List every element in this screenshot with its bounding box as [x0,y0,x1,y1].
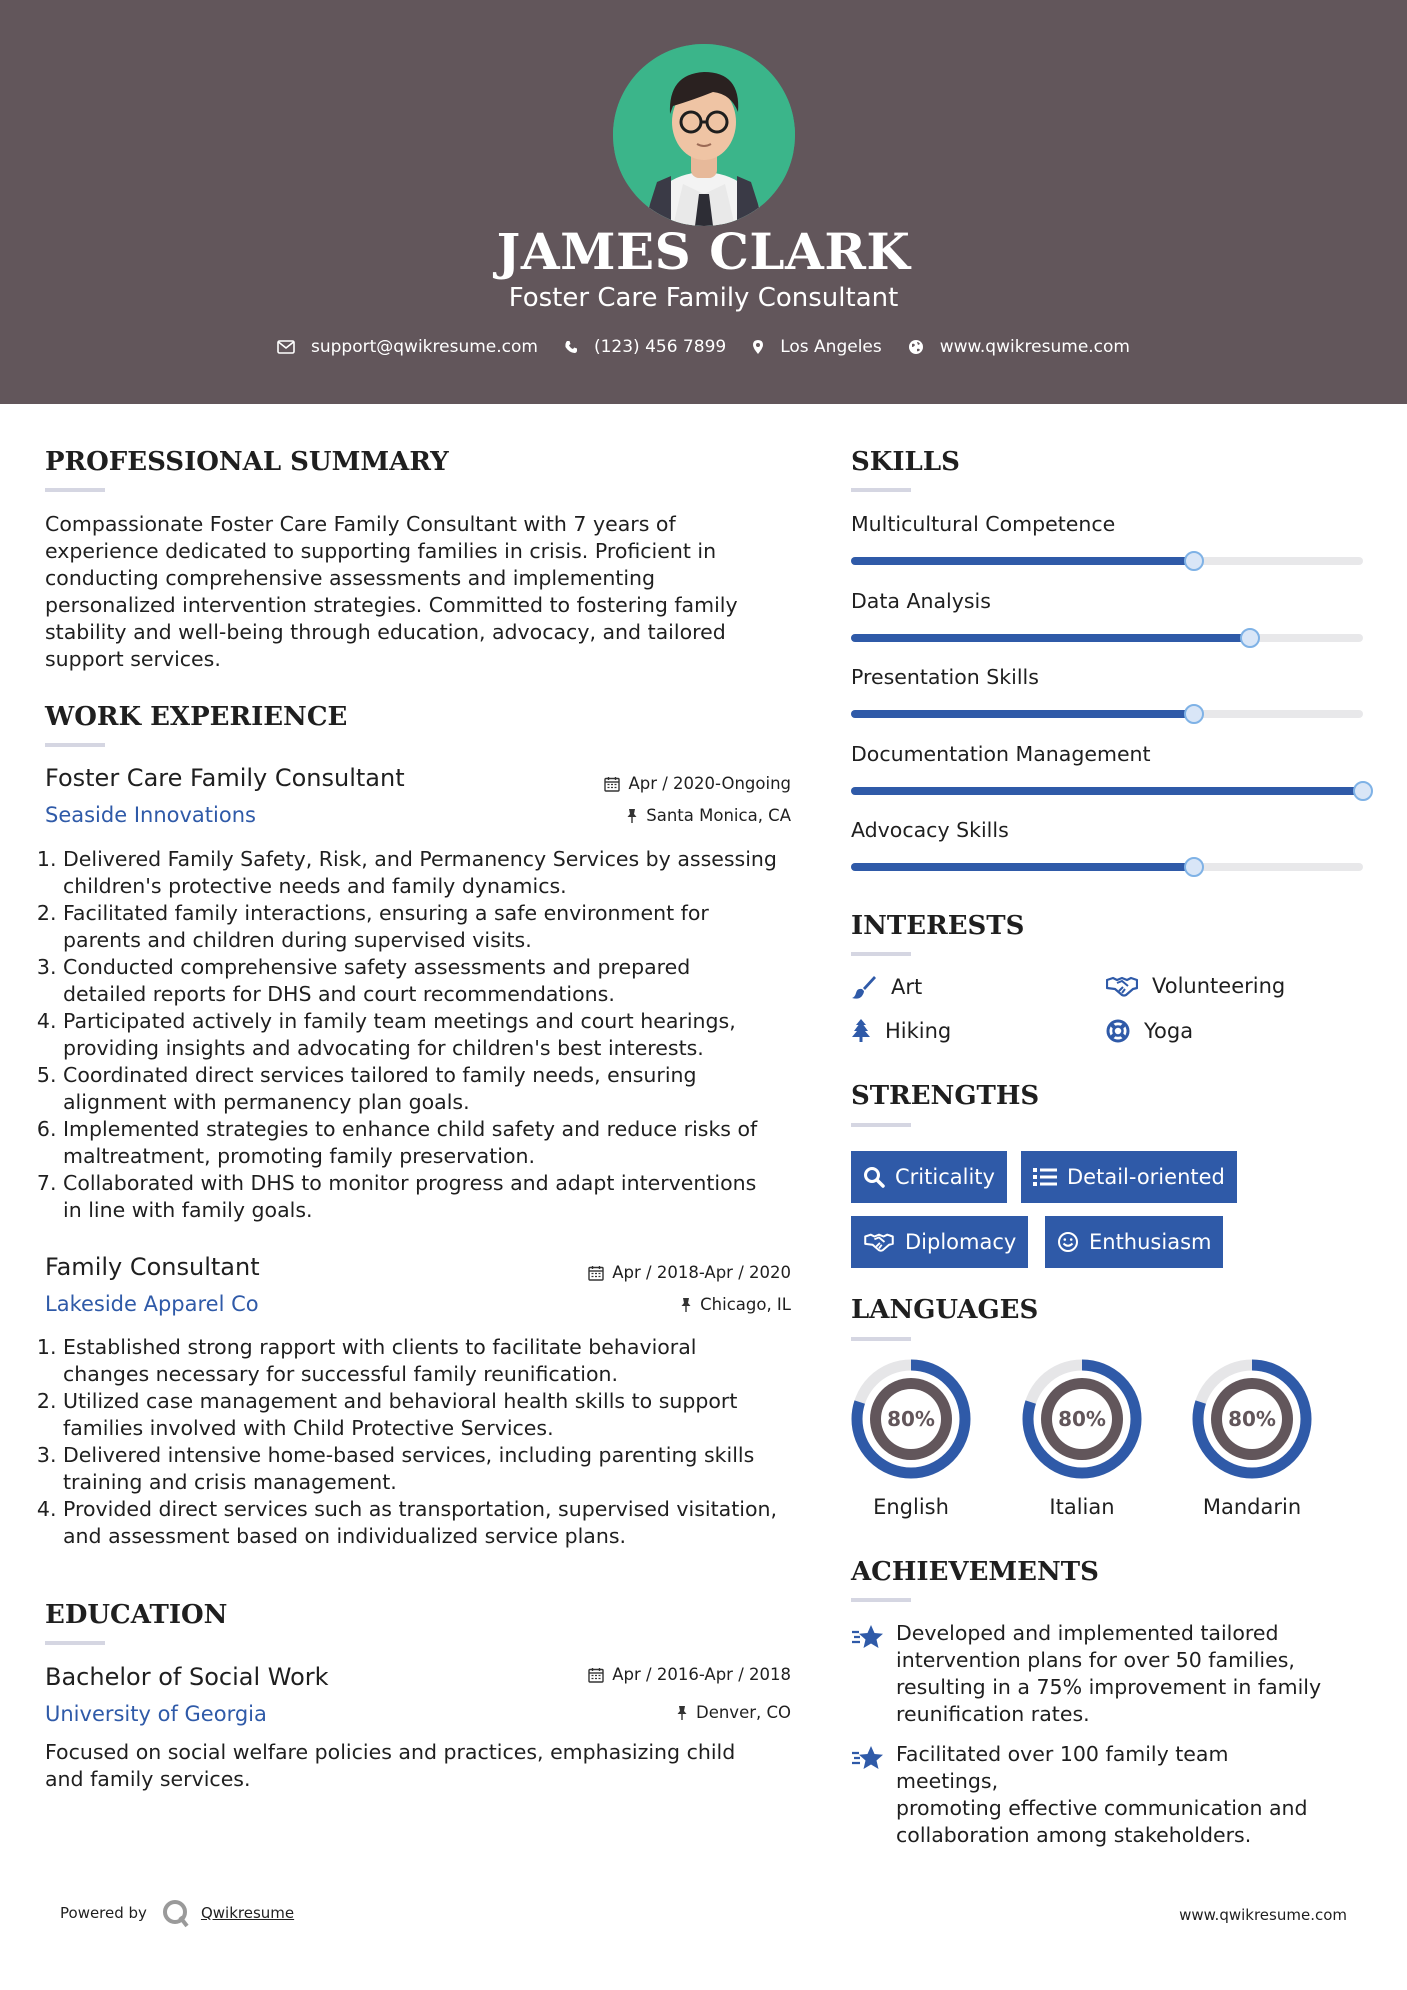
experience-heading: WORK EXPERIENCE [45,702,348,732]
section-divider [851,488,911,492]
phone-text: (123) 456 7899 [593,337,727,357]
resume-header [0,0,1407,404]
website-text: www.qwikresume.com [939,337,1130,357]
pushpin-icon [680,1297,692,1313]
summary-line: conducting comprehensive assessments and implementing [45,566,656,590]
skill-bar-fill [851,634,1250,642]
skill-label: Documentation Management [851,741,1151,766]
summary-line: stability and well-being through education, advocacy, and tailored [45,620,726,644]
achievement-line: Facilitated over 100 family team meetings, [896,1742,1229,1793]
education-location-text: Denver, CO [695,1703,791,1722]
list-item: 6. Implemented strategies to enhance child safety and reduce risks of maltreatment, promoting family preservation. [63,1116,815,1170]
lifebuoy-icon [1106,1019,1130,1043]
globe-icon [908,339,924,355]
section-divider [45,1641,105,1645]
section-divider [45,488,105,492]
skill-label: Multicultural Competence [851,512,1116,536]
skill-label: Data Analysis [851,588,991,613]
interest-volunteering [1106,974,1285,998]
list-icon [1033,1167,1057,1187]
envelope-icon [277,340,295,354]
strengths-heading: STRENGTHS [851,1081,1040,1111]
job-dates [560,774,791,793]
location-text: Los Angeles [780,337,882,357]
language-donut [1191,1358,1313,1480]
powered-by-text: Powered by [60,1904,147,1922]
section-divider [851,1598,911,1602]
contact-bar [0,337,1407,357]
achievement-item [851,1620,1336,1728]
section-divider [45,743,105,747]
language-ring [1191,1358,1313,1484]
profile-photo [613,44,795,226]
section-divider [851,952,911,956]
strength-chip [1021,1151,1237,1203]
candidate-title: Foster Care Family Consultant [508,283,899,313]
skills-heading: SKILLS [851,447,960,477]
job-company: Seaside Innovations [45,803,256,827]
skill-bar-fill [851,787,1363,795]
section-divider [851,1337,911,1341]
skill-bar-track [851,710,1363,718]
person-portrait-icon [613,44,795,226]
skill-bar-fill [851,557,1194,565]
education-line: and family services. [45,1767,251,1791]
language-name: English [873,1495,949,1519]
handshake-icon [1106,974,1138,998]
pushpin-icon [676,1705,688,1721]
achievement-line: collaboration among stakeholders. [896,1823,1252,1847]
tree-icon [851,1019,871,1043]
language-percent: 80% [1228,1407,1276,1431]
skill-bar-fill [851,863,1194,871]
achievement-item [851,1741,1336,1849]
footer-powered-by [60,1898,294,1928]
skill-bar-knob [1353,781,1373,801]
job-location [560,806,791,825]
summary-line: experience dedicated to supporting families in crisis. Proficient in [45,539,717,563]
strength-label: Diplomacy [905,1230,1017,1254]
list-item: 4. Participated actively in family team meetings and court hearings, providing insights and advocating for children's best interests. [63,1008,815,1062]
achievement-line: promoting effective communication and [896,1796,1308,1820]
language-percent: 80% [1058,1407,1106,1431]
list-item: 5. Coordinated direct services tailored to family needs, ensuring alignment with permanency plan goals. [63,1062,815,1116]
achievement-line: resulting in a 75% improvement in family [896,1675,1322,1699]
summary-line: support services. [45,647,221,671]
qwikresume-logo-icon [161,1898,191,1928]
language-name: Italian [1049,1495,1115,1519]
skill-bar-knob [1184,704,1204,724]
summary-heading: PROFESSIONAL SUMMARY [45,447,449,477]
interest-label: Volunteering [1152,974,1286,998]
contact-website[interactable] [908,337,1130,357]
achievement-line: intervention plans for over 50 families, [896,1648,1295,1672]
list-item: 2. Utilized case management and behavioral health skills to support families involved with Child Protective Services. [63,1388,815,1442]
language-ring [1021,1358,1143,1484]
skill-bar-track [851,787,1363,795]
list-item: 1. Established strong rapport with clients to facilitate behavioral changes necessary for successful family reunification. [63,1334,815,1388]
education-heading: EDUCATION [45,1600,228,1630]
interest-hiking [851,1019,951,1043]
education-dates [560,1665,791,1684]
list-item: 7. Collaborated with DHS to monitor progress and adapt interventions in line with family goals. [63,1170,815,1224]
language-percent: 80% [887,1407,935,1431]
list-item: 2. Facilitated family interactions, ensuring a safe environment for parents and children during supervised visits. [63,900,815,954]
skill-bar-knob [1184,551,1204,571]
skill-label: Presentation Skills [851,665,1039,689]
email-text: support@qwikresume.com [311,337,538,357]
strength-label: Detail-oriented [1067,1165,1225,1189]
job-location-text: Chicago, IL [700,1295,791,1314]
achievement-line: Developed and implemented tailored [896,1621,1279,1645]
education-location [560,1703,791,1722]
smile-icon [1057,1231,1079,1253]
job-role: Foster Care Family Consultant [45,764,405,792]
job-dates-text: Apr / 2018-Apr / 2020 [612,1263,791,1282]
list-item: 3. Delivered intensive home-based services, including parenting skills training and crisis management. [63,1442,815,1496]
phone-icon [564,340,578,354]
job-location-text: Santa Monica, CA [646,806,791,825]
job-company: Lakeside Apparel Co [45,1292,259,1316]
education-line: Focused on social welfare policies and practices, emphasizing child [45,1740,736,1764]
skill-bar-track [851,863,1363,871]
interest-label: Yoga [1144,1019,1194,1043]
language-donut [850,1358,972,1480]
language-ring [850,1358,972,1484]
summary-line: Compassionate Foster Care Family Consultant with 7 years of [45,512,676,536]
list-item: 4. Provided direct services such as transportation, supervised visitation, and assessment based on individualized service plans. [63,1496,815,1550]
interest-label: Hiking [885,1019,952,1043]
education-description [45,1739,815,1793]
job-bullets [45,1334,815,1550]
star-icon [851,1744,885,1772]
list-item: 3. Conducted comprehensive safety assessments and prepared detailed reports for DHS and court recommendations. [63,954,815,1008]
summary-line: personalized intervention strategies. Committed to fostering family [45,593,738,617]
footer-website[interactable]: www.qwikresume.com [1179,1906,1347,1924]
languages-heading: LANGUAGES [851,1295,1039,1325]
contact-location [752,337,882,357]
job-bullets [45,846,815,1224]
search-icon [863,1166,885,1188]
skill-bar-knob [1240,628,1260,648]
achievements-heading: ACHIEVEMENTS [851,1557,1099,1587]
achievement-line: reunification rates. [896,1702,1090,1726]
strength-label: Criticality [895,1165,995,1189]
degree-name: Bachelor of Social Work [45,1663,329,1691]
pushpin-icon [626,808,638,824]
list-item: 1. Delivered Family Safety, Risk, and Permanency Services by assessing children's protective needs and family dynamics. [63,846,815,900]
language-donut [1021,1358,1143,1480]
skill-bar-fill [851,710,1194,718]
map-pin-icon [752,339,764,355]
strength-chip [1045,1216,1223,1268]
contact-email[interactable] [277,337,538,357]
interests-heading: INTERESTS [851,911,1025,941]
job-dates [560,1263,791,1282]
skill-bar-knob [1184,857,1204,877]
handshake-icon [863,1231,895,1253]
calendar-icon [588,1667,604,1683]
qwikresume-link[interactable]: Qwikresume [200,1904,295,1922]
job-dates-text: Apr / 2020-Ongoing [628,774,791,793]
star-icon [851,1623,885,1651]
skill-label: Advocacy Skills [851,818,1009,842]
job-location [560,1295,791,1314]
contact-phone[interactable] [564,337,726,357]
job-role: Family Consultant [45,1253,260,1281]
interest-art [851,974,922,1000]
paintbrush-icon [851,974,877,1000]
interest-label: Art [891,975,923,999]
strength-label: Enthusiasm [1089,1230,1212,1254]
skill-bar-track [851,634,1363,642]
candidate-name: JAMES CLARK [496,222,911,281]
education-dates-text: Apr / 2016-Apr / 2018 [612,1665,791,1684]
interest-yoga [1106,1019,1193,1043]
school-name: University of Georgia [45,1702,267,1726]
skill-bar-track [851,557,1363,565]
calendar-icon [604,776,620,792]
language-name: Mandarin [1202,1495,1302,1519]
summary-text [45,511,805,673]
strength-chip [851,1216,1028,1268]
calendar-icon [588,1265,604,1281]
strength-chip [851,1151,1007,1203]
section-divider [851,1123,911,1127]
